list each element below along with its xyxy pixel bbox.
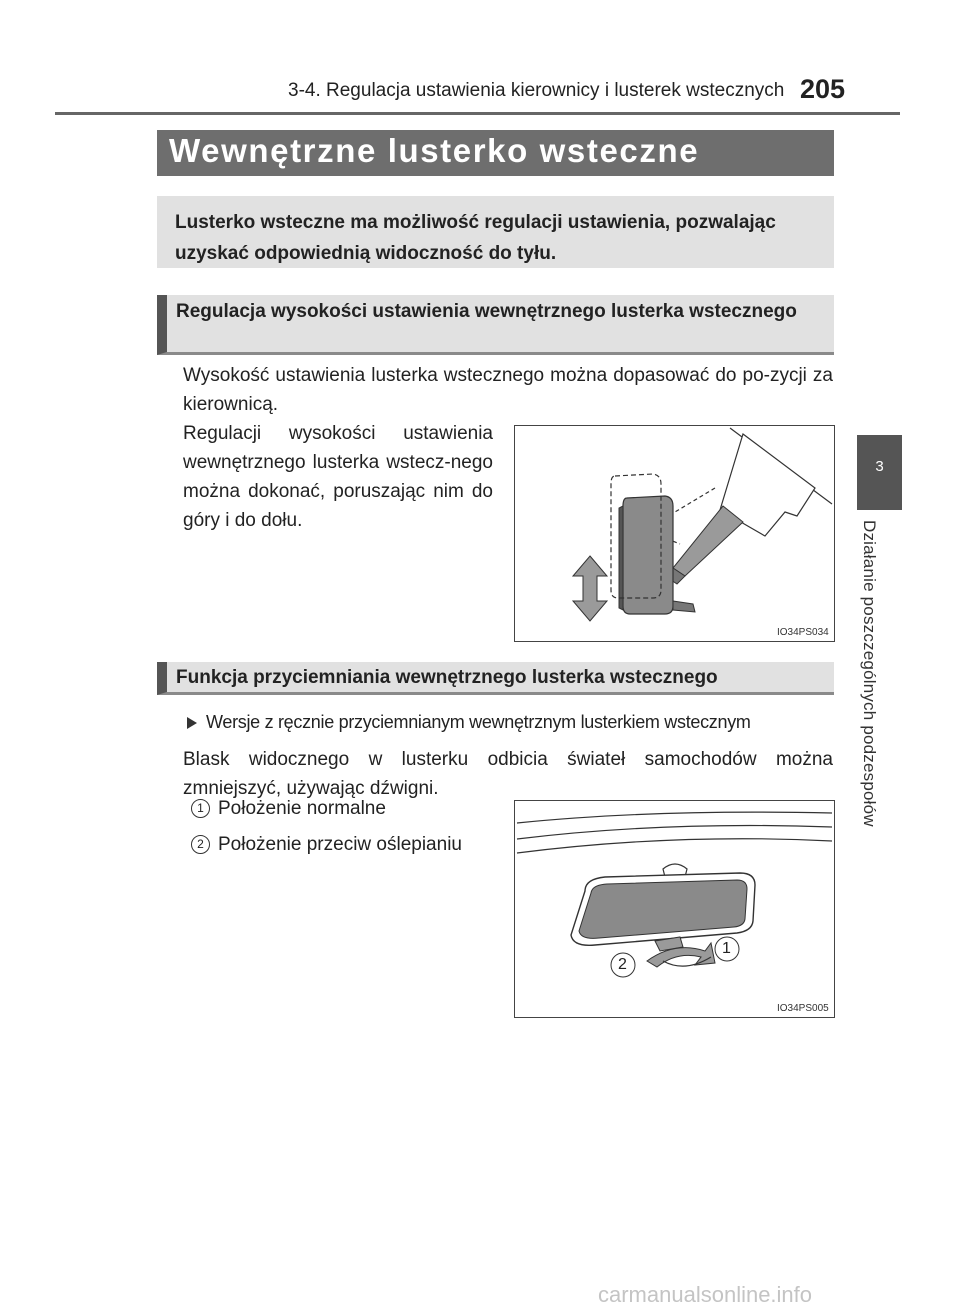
item1-number: 1 [191, 799, 210, 818]
callout-1: 1 [722, 940, 731, 957]
section1-para2: Regulacji wysokości ustawienia wewnętrznego lusterka wstecz-nego można dokonać, poruszając nim do góry i do dołu. [183, 423, 493, 531]
item1-label: Położenie normalne [218, 798, 386, 819]
section1-heading: Regulacja wysokości ustawienia wewnętrznego lusterka wstecznego [176, 301, 797, 322]
figure1-code: IO34PS034 [777, 627, 829, 638]
section2-heading: Funkcja przyciemniania wewnętrznego lusterka wstecznego [176, 667, 718, 688]
page-number: 205 [800, 74, 846, 104]
mirror-height-illustration [515, 426, 834, 641]
chapter-tab-label: Działanie poszczególnych podzespołów [860, 520, 879, 827]
header-rule [55, 112, 900, 115]
chapter-tab-label-wrap [860, 520, 899, 1000]
section2-bullet: Wersje z ręcznie przyciemnianym wewnętrznym lusterkiem wstecznym [206, 712, 751, 732]
mirror-dimming-illustration [515, 801, 834, 1017]
intro-text: Lusterko wsteczne ma możliwość regulacji ustawienia, pozwalając uzyskać odpowiednią widoczność do tyłu. [175, 212, 776, 264]
chapter-tab-number: 3 [875, 458, 884, 475]
figure-mirror-dimming [514, 800, 835, 1018]
section1-para1: Wysokość ustawienia lusterka wstecznego można dopasować do po-zycji za kierownicą. [183, 365, 833, 415]
figure-mirror-height [514, 425, 835, 642]
item2-label: Położenie przeciw oślepianiu [218, 834, 462, 855]
page-title: Wewnętrzne lusterko wsteczne [169, 132, 700, 169]
section2-para: Blask widocznego w lusterku odbicia świateł samochodów można zmniejszyć, używając dźwigni. [183, 749, 833, 799]
running-header-section: 3-4. Regulacja ustawienia kierownicy i lusterek wstecznych [288, 80, 785, 101]
figure2-code: IO34PS005 [777, 1003, 829, 1014]
watermark: carmanualsonline.info [598, 1282, 813, 1307]
bullet-arrow-icon [187, 717, 197, 729]
item2-number: 2 [191, 835, 210, 854]
callout-2: 2 [618, 956, 627, 973]
